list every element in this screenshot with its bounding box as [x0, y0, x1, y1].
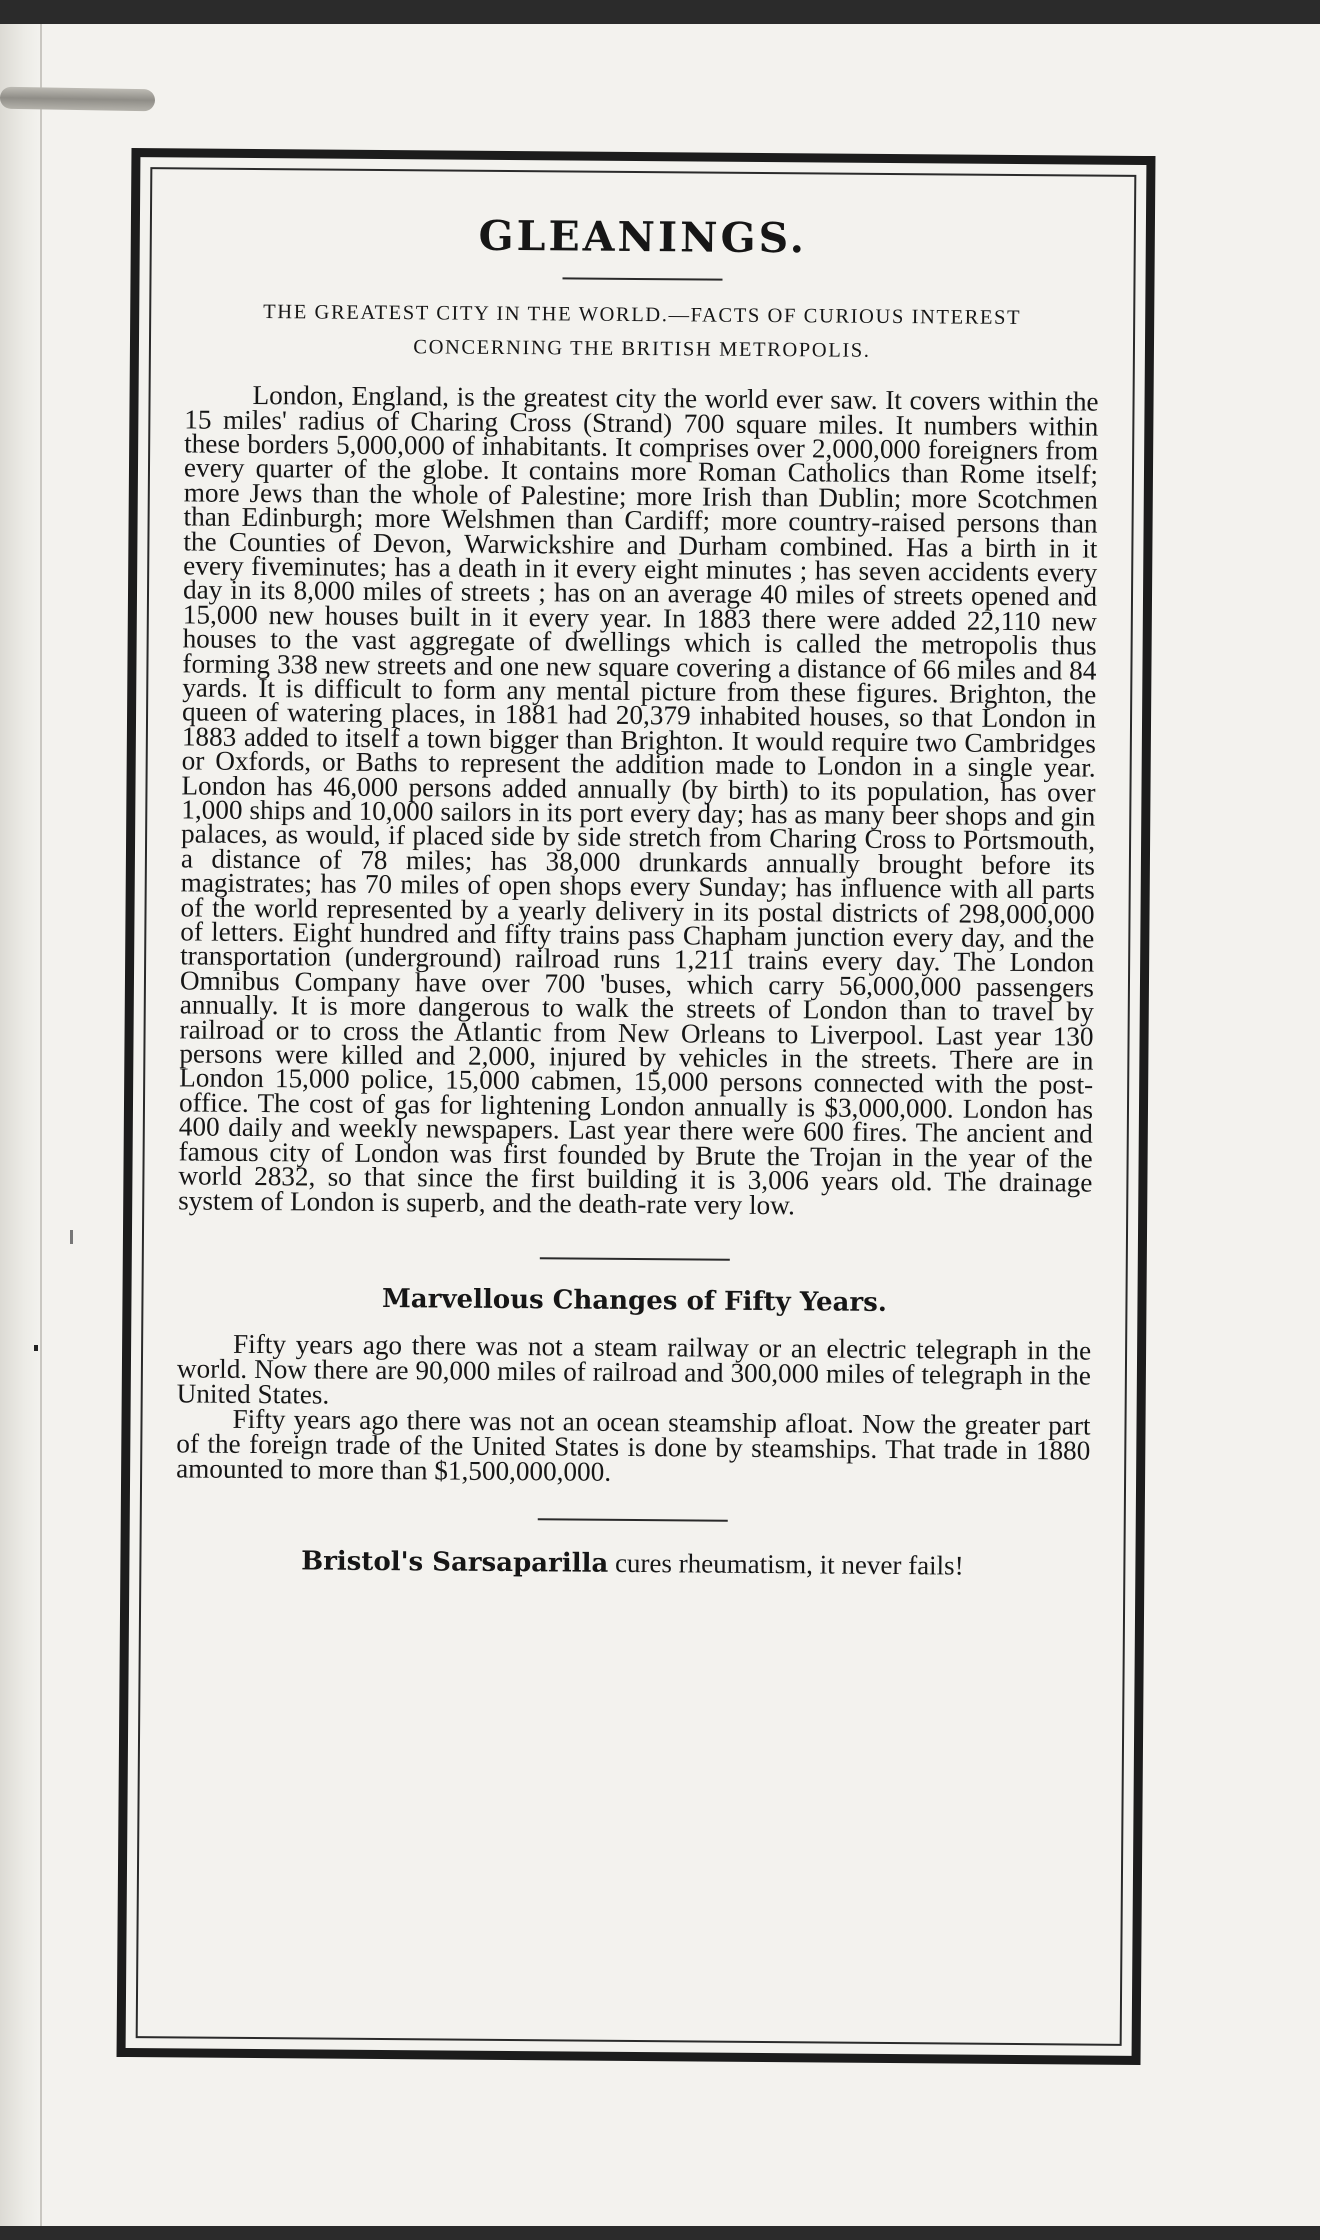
- advert-divider: [538, 1518, 728, 1521]
- margin-mark: [70, 1230, 73, 1244]
- article-content: [175, 211, 1100, 1583]
- section-paragraph-2: Fifty years ago there was not an ocean steamship afloat. Now the greater part of the foreign trade of the United States is done by steamships. That trade in 1880 amounted to more than $1,500,000,000.: [176, 1403, 1091, 1487]
- article-inner-frame: [136, 167, 1137, 2046]
- scan-top-edge: [0, 0, 1320, 24]
- section-divider: [540, 1257, 730, 1260]
- scan-bottom-edge: [0, 2226, 1320, 2240]
- title-divider: [562, 277, 722, 280]
- subtitle-line-1: THE GREATEST CITY IN THE WORLD.—FACTS OF CURIOUS INTEREST: [263, 301, 1022, 330]
- section-heading: Marvellous Changes of Fifty Years.: [381, 1283, 887, 1318]
- margin-mark: [34, 1345, 38, 1351]
- advertisement: [175, 1543, 1089, 1583]
- article-body: London, England, is the greatest city the world ever saw. It covers within the 15 miles' radius of Charing Cross (Strand) 700 square miles. It numbers within these borders 5,000,000 of inhabitants. It comprises over 2,000,000 foreigners from every quarter of the globe. It contains more Roman Catholics than Rome itself; more Jews than the whole of Palestine; more Irish than Dublin; more Scotchmen than Edinburgh; more Welshmen than Cardiff; more country-raised persons than the Counties of Devon, Warwickshire and Durham combined. Has a birth in it every fiveminutes; has a death in it every eight minutes ; has seven accidents every day in its 8,000 miles of streets ; has on an average 40 miles of streets opened and 15,000 new houses built in it every year. In 1883 there were added 22,110 new houses to the vast aggregate of dwellings which is called the metropolis thus forming 338 new streets and one new square covering a distance of 66 miles and 84 yards. It is difficult to form any mental picture from these figures. Brighton, the queen of watering places, in 1881 had 20,379 inhabited houses, so that London in 1883 added to itself a town bigger than Brighton. It would require two Cambridges or Oxfords, or Baths to represent the addition made to London in a single year. London has 46,000 persons added annually (by birth) to its population, has over 1,000 ships and 10,000 sailors in its port every day; has as many beer shops and gin palaces, as would, if placed side by side stretch from Charing Cross to Portsmouth, a distance of 78 miles; has 38,000 drunkards annually brought before its magistrates; has 70 miles of open shops every Sunday; has influence with all parts of the world represented by a yearly delivery in its postal districts of 298,000,000 of letters. Eight hundred and fifty trains pass Chapham junction every day, and the transportation (underground) railroad runs 1,211 trains every day. The London Omnibus Company have over 700 'buses, which carry 56,000,000 passengers annually. It is more dangerous to walk the streets of London than to travel by railroad or to cross the Atlantic from New Orleans to Liverpool. Last year 130 persons were killed and 2,000, injured by vehicles in the streets. There are in London 15,000 police, 15,000 cabmen, 15,000 persons connected with the post-office. The cost of gas for lightening London annually is $3,000,000. London has 400 daily and weekly newspapers. Last year there were 600 fires. The ancient and famous city of London was first founded by Brute the Trojan in the year of the world 2832, so that since the first building it is 3,006 years old. The drainage system of London is superb, and the death-rate very low.: [178, 380, 1099, 1220]
- advert-brand: Bristol's Sarsaparilla: [301, 1546, 609, 1579]
- advert-text: cures rheumatism, it never fails!: [608, 1547, 964, 1581]
- subtitle-line-2: CONCERNING THE BRITISH METROPOLIS.: [413, 336, 871, 362]
- binding-thread: [0, 87, 155, 112]
- page-title: GLEANINGS.: [478, 211, 808, 263]
- page-gutter: [0, 24, 42, 2234]
- section-paragraph-1: Fifty years ago there was not a steam railway or an electric telegraph in the world. Now there are 90,000 miles of railroad and 300,000 miles of telegraph in the United States.: [176, 1328, 1092, 1410]
- article-frame: [117, 148, 1156, 2065]
